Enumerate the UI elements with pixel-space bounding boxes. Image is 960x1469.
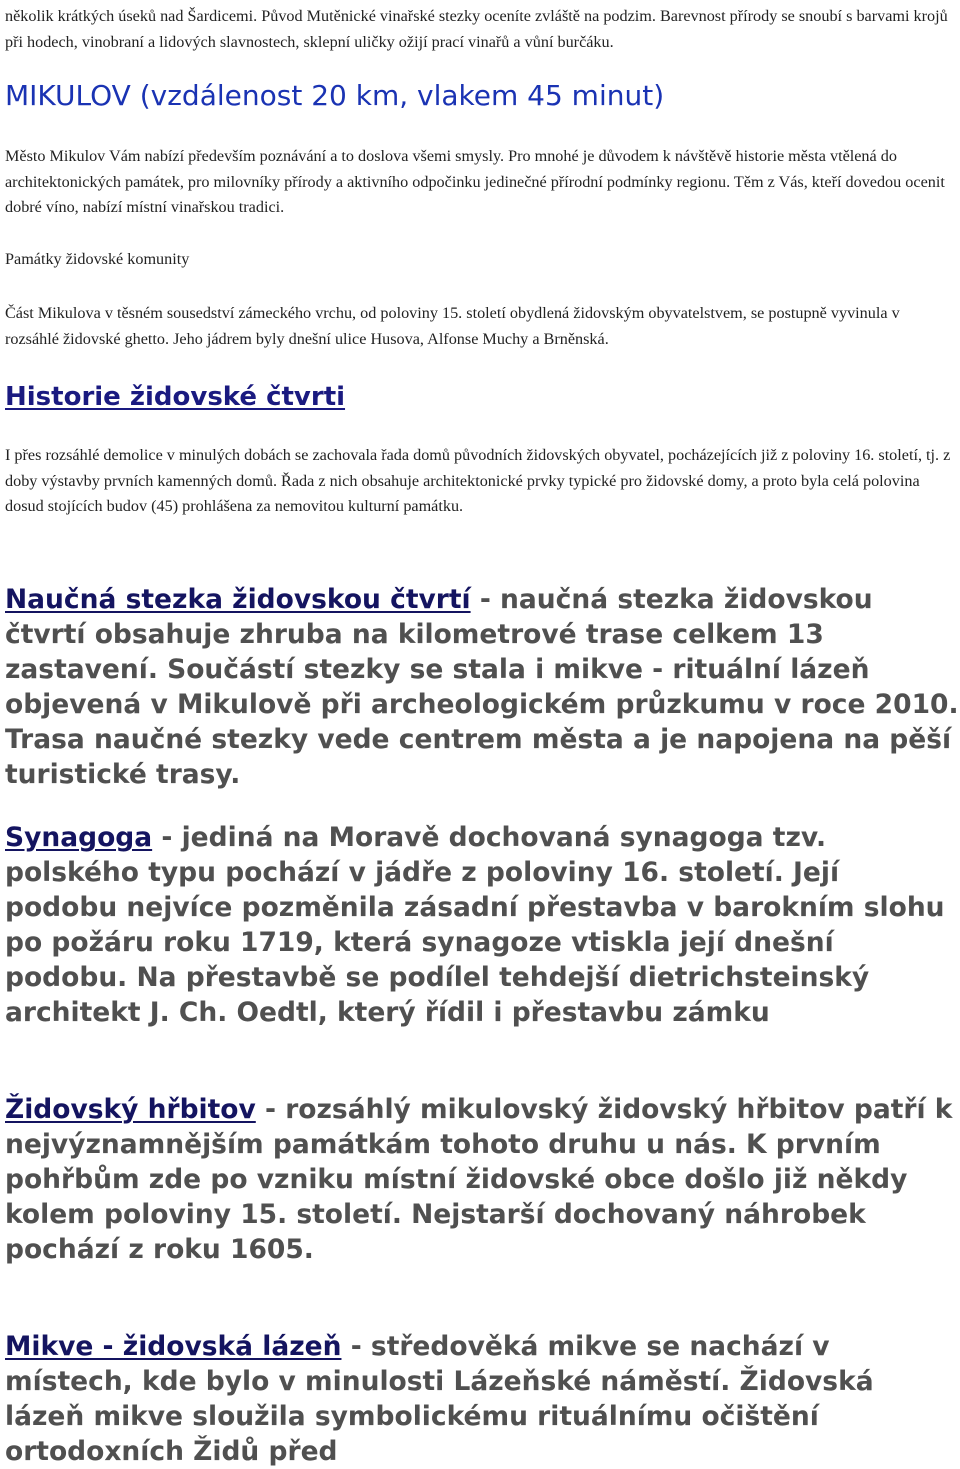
jewish-monuments-label: Památky židovské komunity [5, 250, 190, 268]
trail-title: Naučná stezka židovskou čtvrtí [5, 584, 471, 615]
mikveh-title: Mikve - židovská lázeň [5, 1331, 342, 1362]
mikulov-heading: MIKULOV (vzdálenost 20 km, vlakem 45 minut) [5, 79, 665, 112]
synagogue-section [5, 820, 960, 1030]
cemetery-title: Židovský hřbitov [5, 1094, 256, 1125]
trail-text: - naučná stezka židovskou čtvrtí obsahuje zhruba na kilometrové trase celkem 13 zastavení. Součástí stezky se stala i mikve - rituální lázeň objevená v Mikulově při archeologickém průzkumu v roce 2010. Trasa naučné stezky vede centrem města a je napojena na pěší turistické trasy. [5, 584, 959, 790]
cemetery-text: - rozsáhlý mikulovský židovský hřbitov patří k nejvýznamnějším památkám tohoto druhu u nás. K prvním pohřbům zde po vzniku místní židovské obce došlo již někdy kolem poloviny 15. století. Nejstarší dochovaný náhrobek pochází z roku 1605. [5, 1094, 953, 1265]
intro-paragraph: několik krátkých úseků nad Šardicemi. Původ Mutěnické vinařské stezky oceníte zvláště na podzim. Barevnost přírody se snoubí s barvami krojů při hodech, vinobraní a lidových slavnostech, sklepní uličky ožijí prací vinařů a vůní burčáku. [5, 7, 948, 51]
mikveh-text: - středověká mikve se nachází v místech, kde bylo v minulosti Lázeňské náměstí. Židovská lázeň mikve sloužila symbolickému rituálnímu očištění ortodoxních Židů před [5, 1331, 874, 1467]
trail-section [5, 582, 960, 792]
synagogue-title: Synagoga [5, 822, 153, 853]
history-paragraph: I přes rozsáhlé demolice v minulých dobách se zachovala řada domů původních židovských obyvatel, pocházejících již z poloviny 16. století, tj. z doby výstavby prvních kamenných domů. Řada z nich obsahuje architektonické prvky typické pro židovské domy, a proto byla celá polovina dosud stojících budov (45) prohlášena za nemovitou kulturní památku. [5, 446, 951, 515]
synagogue-text: - jediná na Moravě dochovaná synagoga tzv. polského typu pochází v jádře z poloviny 16. století. Její podobu nejvíce pozměnila zásadní přestavba v barokním slohu po požáru roku 1719, která synagoze vtiskla její dnešní podobu. Na přestavbě se podílel tehdejší dietrichsteinský architekt J. Ch. Oedtl, který řídil i přestavbu zámku [5, 822, 945, 1028]
history-heading: Historie židovské čtvrti [5, 382, 346, 412]
cemetery-section [5, 1092, 960, 1267]
mikulov-intro-paragraph: Město Mikulov Vám nabízí především poznávání a to doslova všemi smysly. Pro mnohé je důvodem k návštěvě historie města vtělená do architektonických památek, pro milovníky přírody a aktivního odpočinku jedinečné přírodní podmínky regionu. Těm z Vás, kteří dovedou ocenit dobré víno, nabízí místní vinařskou tradici. [5, 147, 945, 216]
jewish-quarter-paragraph: Část Mikulova v těsném sousedství zámeckého vrchu, od poloviny 15. století obydlená židovským obyvatelstvem, se postupně vyvinula v rozsáhlé židovské ghetto. Jeho jádrem byly dnešní ulice Husova, Alfonse Muchy a Brněnská. [5, 304, 900, 348]
mikveh-section [5, 1329, 960, 1469]
